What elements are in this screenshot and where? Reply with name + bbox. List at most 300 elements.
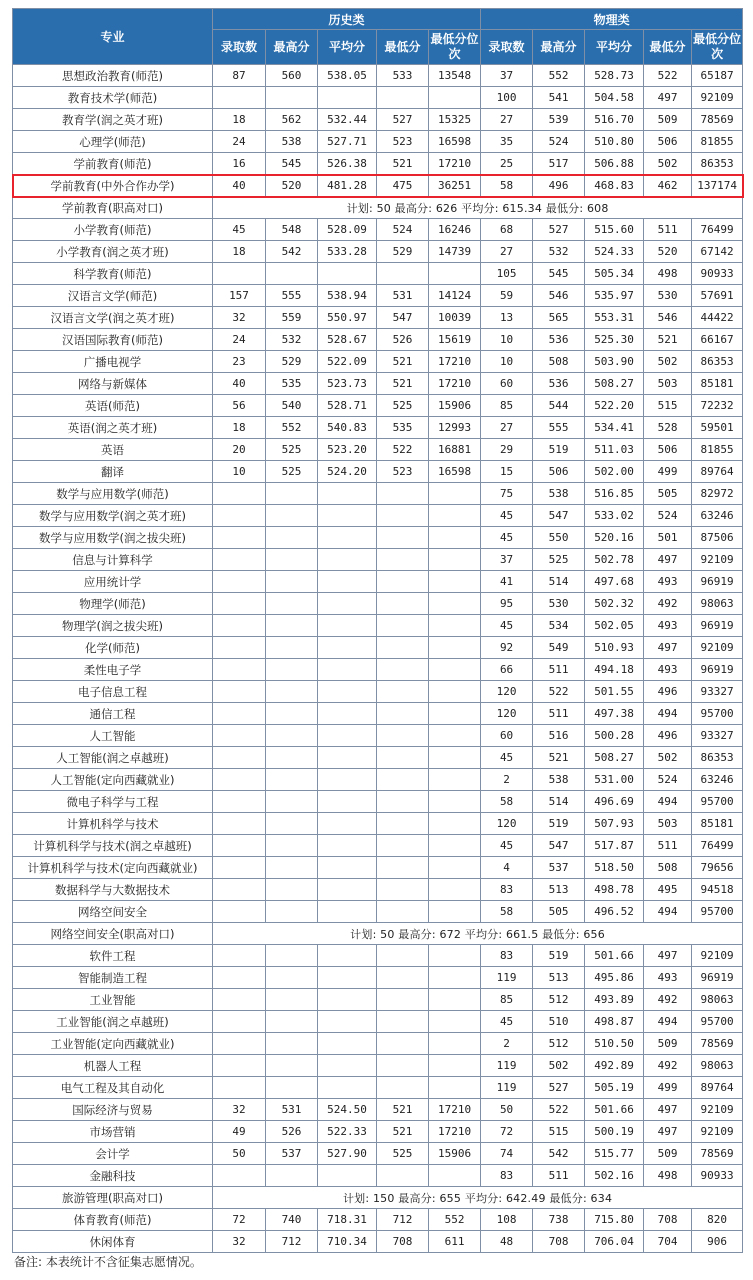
physics-avg-cell: 503.90 <box>585 351 644 373</box>
history-max-cell: 560 <box>266 65 318 87</box>
physics-min-rank-cell: 95700 <box>692 1011 743 1033</box>
physics-min-rank-cell: 57691 <box>692 285 743 307</box>
physics-min-cell: 524 <box>644 505 692 527</box>
physics-min-rank-cell: 65187 <box>692 65 743 87</box>
history-min-cell: 526 <box>377 329 429 351</box>
history-count-cell: 23 <box>213 351 266 373</box>
history-count-cell <box>213 1077 266 1099</box>
history-avg-cell <box>318 703 377 725</box>
history-count-cell <box>213 703 266 725</box>
history-min-cell <box>377 813 429 835</box>
physics-max-cell: 708 <box>533 1231 585 1253</box>
history-min-cell <box>377 747 429 769</box>
physics-max-cell: 541 <box>533 87 585 109</box>
physics-count-cell: 13 <box>481 307 533 329</box>
major-name-cell: 休闲体育 <box>13 1231 213 1253</box>
history-avg-cell <box>318 571 377 593</box>
history-max-cell <box>266 1011 318 1033</box>
history-max-cell <box>266 681 318 703</box>
table-row <box>13 1121 743 1143</box>
physics-count-cell: 27 <box>481 241 533 263</box>
table-row <box>13 549 743 571</box>
major-name-cell: 金融科技 <box>13 1165 213 1187</box>
physics-avg-cell: 516.70 <box>585 109 644 131</box>
physics-max-cell: 532 <box>533 241 585 263</box>
physics-max-cell: 516 <box>533 725 585 747</box>
table-row <box>13 219 743 241</box>
history-count-cell <box>213 505 266 527</box>
history-max-cell <box>266 725 318 747</box>
history-min-rank-cell: 14739 <box>429 241 481 263</box>
physics-count-cell: 100 <box>481 87 533 109</box>
admission-score-table <box>12 8 743 1253</box>
physics-max-cell: 511 <box>533 1165 585 1187</box>
physics-count-cell: 15 <box>481 461 533 483</box>
history-max-cell <box>266 835 318 857</box>
history-min-cell: 523 <box>377 131 429 153</box>
history-avg-cell: 523.20 <box>318 439 377 461</box>
major-name-cell: 人工智能 <box>13 725 213 747</box>
physics-max-cell: 542 <box>533 1143 585 1165</box>
history-avg-cell: 527.71 <box>318 131 377 153</box>
major-name-cell: 化学(师范) <box>13 637 213 659</box>
physics-avg-cell: 502.78 <box>585 549 644 571</box>
major-name-cell: 教育技术学(师范) <box>13 87 213 109</box>
physics-count-cell: 58 <box>481 175 533 197</box>
physics-min-rank-cell: 81855 <box>692 439 743 461</box>
physics-min-rank-cell: 137174 <box>692 175 743 197</box>
history-min-rank-cell <box>429 527 481 549</box>
table-row-summary <box>13 923 743 945</box>
table-row <box>13 769 743 791</box>
major-name-cell: 汉语国际教育(师范) <box>13 329 213 351</box>
physics-max-cell: 545 <box>533 263 585 285</box>
major-name-cell: 电子信息工程 <box>13 681 213 703</box>
table-row <box>13 373 743 395</box>
history-min-cell <box>377 87 429 109</box>
physics-avg-cell: 502.16 <box>585 1165 644 1187</box>
history-count-cell: 24 <box>213 329 266 351</box>
physics-min-cell: 493 <box>644 659 692 681</box>
history-min-cell: 523 <box>377 461 429 483</box>
history-count-cell: 157 <box>213 285 266 307</box>
physics-min-rank-cell: 86353 <box>692 747 743 769</box>
physics-avg-cell: 525.30 <box>585 329 644 351</box>
physics-count-cell: 120 <box>481 813 533 835</box>
major-name-cell: 数学与应用数学(润之拔尖班) <box>13 527 213 549</box>
history-count-cell <box>213 1055 266 1077</box>
physics-avg-cell: 496.69 <box>585 791 644 813</box>
history-max-cell <box>266 901 318 923</box>
major-name-cell: 智能制造工程 <box>13 967 213 989</box>
physics-count-cell: 108 <box>481 1209 533 1231</box>
physics-min-cell: 497 <box>644 1121 692 1143</box>
physics-max-cell: 524 <box>533 131 585 153</box>
table-row <box>13 241 743 263</box>
history-min-cell: 547 <box>377 307 429 329</box>
history-min-cell <box>377 527 429 549</box>
history-min-rank-cell <box>429 1033 481 1055</box>
physics-max-cell: 527 <box>533 219 585 241</box>
history-min-rank-cell: 16246 <box>429 219 481 241</box>
table-row <box>13 483 743 505</box>
history-avg-cell: 524.50 <box>318 1099 377 1121</box>
history-min-cell: 531 <box>377 285 429 307</box>
physics-min-cell: 511 <box>644 219 692 241</box>
major-name-cell: 工业智能(定向西藏就业) <box>13 1033 213 1055</box>
history-min-cell: 521 <box>377 1121 429 1143</box>
history-count-cell <box>213 549 266 571</box>
physics-max-cell: 513 <box>533 967 585 989</box>
table-row-highlighted <box>13 175 743 197</box>
history-avg-cell <box>318 769 377 791</box>
physics-min-rank-cell: 92109 <box>692 1121 743 1143</box>
history-min-rank-cell: 611 <box>429 1231 481 1253</box>
physics-count-cell: 27 <box>481 417 533 439</box>
physics-min-rank-cell: 96919 <box>692 967 743 989</box>
physics-avg-header: 平均分 <box>585 30 644 65</box>
history-min-rank-cell: 17210 <box>429 1121 481 1143</box>
history-min-cell <box>377 1165 429 1187</box>
plan-summary-cell: 计划: 50 最高分: 626 平均分: 615.34 最低分: 608 <box>213 197 743 219</box>
history-avg-cell <box>318 725 377 747</box>
major-name-cell: 计算机科学与技术(定向西藏就业) <box>13 857 213 879</box>
physics-count-cell: 35 <box>481 131 533 153</box>
physics-avg-cell: 515.77 <box>585 1143 644 1165</box>
history-count-cell <box>213 1011 266 1033</box>
footnote: 备注: 本表统计不含征集志愿情况。 <box>14 1255 202 1269</box>
physics-min-cell: 502 <box>644 747 692 769</box>
physics-min-cell: 511 <box>644 835 692 857</box>
history-avg-cell <box>318 857 377 879</box>
table-row <box>13 1033 743 1055</box>
physics-count-cell: 68 <box>481 219 533 241</box>
history-avg-cell <box>318 791 377 813</box>
physics-count-cell: 45 <box>481 615 533 637</box>
physics-avg-cell: 515.60 <box>585 219 644 241</box>
history-avg-header: 平均分 <box>318 30 377 65</box>
physics-min-cell: 708 <box>644 1209 692 1231</box>
physics-max-cell: 555 <box>533 417 585 439</box>
history-count-cell <box>213 901 266 923</box>
physics-min-rank-cell: 96919 <box>692 615 743 637</box>
major-name-cell: 心理学(师范) <box>13 131 213 153</box>
history-min-cell <box>377 857 429 879</box>
history-min-cell <box>377 725 429 747</box>
physics-count-cell: 29 <box>481 439 533 461</box>
physics-max-cell: 506 <box>533 461 585 483</box>
history-count-cell <box>213 571 266 593</box>
history-count-cell <box>213 527 266 549</box>
history-min-rank-cell <box>429 1077 481 1099</box>
history-avg-cell <box>318 1055 377 1077</box>
history-count-cell <box>213 989 266 1011</box>
physics-max-cell: 547 <box>533 505 585 527</box>
physics-avg-cell: 517.87 <box>585 835 644 857</box>
physics-max-cell: 512 <box>533 1033 585 1055</box>
history-max-cell <box>266 879 318 901</box>
history-count-cell: 87 <box>213 65 266 87</box>
physics-count-cell: 45 <box>481 1011 533 1033</box>
history-count-cell <box>213 791 266 813</box>
history-avg-cell: 710.34 <box>318 1231 377 1253</box>
physics-max-cell: 534 <box>533 615 585 637</box>
major-name-cell: 国际经济与贸易 <box>13 1099 213 1121</box>
history-min-cell <box>377 769 429 791</box>
physics-min-cell: 546 <box>644 307 692 329</box>
history-avg-cell: 481.28 <box>318 175 377 197</box>
physics-count-cell: 25 <box>481 153 533 175</box>
history-max-cell <box>266 659 318 681</box>
table-row <box>13 417 743 439</box>
history-min-cell <box>377 263 429 285</box>
history-min-rank-cell: 13548 <box>429 65 481 87</box>
history-min-rank-cell: 14124 <box>429 285 481 307</box>
physics-count-cell: 83 <box>481 945 533 967</box>
physics-max-cell: 519 <box>533 945 585 967</box>
physics-min-rank-cell: 98063 <box>692 989 743 1011</box>
physics-count-cell: 120 <box>481 703 533 725</box>
history-min-rank-cell <box>429 835 481 857</box>
history-count-cell <box>213 1165 266 1187</box>
history-min-cell <box>377 505 429 527</box>
physics-avg-cell: 520.16 <box>585 527 644 549</box>
history-count-cell <box>213 945 266 967</box>
major-name-cell: 体育教育(师范) <box>13 1209 213 1231</box>
physics-max-cell: 738 <box>533 1209 585 1231</box>
plan-summary-cell: 计划: 150 最高分: 655 平均分: 642.49 最低分: 634 <box>213 1187 743 1209</box>
history-min-cell: 529 <box>377 241 429 263</box>
history-max-cell: 538 <box>266 131 318 153</box>
physics-min-cell: 493 <box>644 571 692 593</box>
physics-min-rank-cell: 82972 <box>692 483 743 505</box>
table-row-summary <box>13 1187 743 1209</box>
history-min-rank-cell: 12993 <box>429 417 481 439</box>
history-min-cell <box>377 659 429 681</box>
major-name-cell: 英语(润之英才班) <box>13 417 213 439</box>
table-row <box>13 1165 743 1187</box>
table-row <box>13 527 743 549</box>
history-max-cell <box>266 967 318 989</box>
table-row <box>13 109 743 131</box>
physics-min-cell: 497 <box>644 549 692 571</box>
physics-min-cell: 496 <box>644 681 692 703</box>
history-avg-cell <box>318 901 377 923</box>
history-avg-cell: 526.38 <box>318 153 377 175</box>
physics-count-cell: 41 <box>481 571 533 593</box>
history-max-cell <box>266 1033 318 1055</box>
physics-min-rank-cell: 92109 <box>692 945 743 967</box>
history-min-cell: 712 <box>377 1209 429 1231</box>
physics-min-rank-cell: 81855 <box>692 131 743 153</box>
physics-min-rank-cell: 85181 <box>692 813 743 835</box>
history-max-cell: 526 <box>266 1121 318 1143</box>
physics-avg-cell: 501.66 <box>585 945 644 967</box>
physics-avg-cell: 522.20 <box>585 395 644 417</box>
physics-min-rank-cell: 76499 <box>692 835 743 857</box>
physics-min-rank-cell: 67142 <box>692 241 743 263</box>
physics-avg-cell: 501.55 <box>585 681 644 703</box>
physics-min-rank-cell: 59501 <box>692 417 743 439</box>
physics-min-rank-cell: 66167 <box>692 329 743 351</box>
physics-min-rank-cell: 94518 <box>692 879 743 901</box>
history-min-rank-cell: 10039 <box>429 307 481 329</box>
history-max-cell: 531 <box>266 1099 318 1121</box>
history-count-cell: 49 <box>213 1121 266 1143</box>
physics-count-cell: 58 <box>481 901 533 923</box>
major-name-cell: 机器人工程 <box>13 1055 213 1077</box>
physics-min-cell: 497 <box>644 945 692 967</box>
physics-count-cell: 120 <box>481 681 533 703</box>
physics-avg-cell: 534.41 <box>585 417 644 439</box>
history-min-header: 最低分 <box>377 30 429 65</box>
history-count-cell: 72 <box>213 1209 266 1231</box>
history-min-rank-cell <box>429 703 481 725</box>
history-count-cell <box>213 725 266 747</box>
major-name-cell: 小学教育(润之英才班) <box>13 241 213 263</box>
history-count-cell <box>213 483 266 505</box>
history-min-rank-cell <box>429 945 481 967</box>
physics-max-cell: 530 <box>533 593 585 615</box>
table-row <box>13 571 743 593</box>
physics-avg-cell: 501.66 <box>585 1099 644 1121</box>
history-min-cell: 522 <box>377 439 429 461</box>
table-row <box>13 593 743 615</box>
physics-count-cell: 45 <box>481 505 533 527</box>
physics-max-cell: 511 <box>533 659 585 681</box>
history-min-rank-cell <box>429 813 481 835</box>
physics-count-cell: 48 <box>481 1231 533 1253</box>
history-avg-cell: 538.94 <box>318 285 377 307</box>
major-name-cell: 软件工程 <box>13 945 213 967</box>
physics-count-cell: 37 <box>481 549 533 571</box>
table-row <box>13 1231 743 1253</box>
history-min-cell <box>377 835 429 857</box>
physics-min-cell: 506 <box>644 439 692 461</box>
history-avg-cell <box>318 747 377 769</box>
history-min-rank-cell <box>429 967 481 989</box>
major-name-cell: 工业智能 <box>13 989 213 1011</box>
physics-min-rank-cell: 96919 <box>692 659 743 681</box>
physics-min-header: 最低分 <box>644 30 692 65</box>
table-row <box>13 989 743 1011</box>
physics-max-cell: 511 <box>533 703 585 725</box>
physics-max-cell: 550 <box>533 527 585 549</box>
major-name-cell: 信息与计算科学 <box>13 549 213 571</box>
history-min-rank-cell <box>429 747 481 769</box>
table-row <box>13 505 743 527</box>
history-max-cell <box>266 989 318 1011</box>
physics-count-cell: 119 <box>481 1055 533 1077</box>
history-min-cell <box>377 681 429 703</box>
physics-min-rank-cell: 85181 <box>692 373 743 395</box>
physics-min-rank-cell: 906 <box>692 1231 743 1253</box>
physics-avg-cell: 706.04 <box>585 1231 644 1253</box>
history-avg-cell <box>318 989 377 1011</box>
history-count-cell: 32 <box>213 1099 266 1121</box>
physics-min-rank-cell: 79656 <box>692 857 743 879</box>
physics-count-cell: 2 <box>481 769 533 791</box>
history-count-cell <box>213 1033 266 1055</box>
history-max-cell <box>266 549 318 571</box>
physics-max-cell: 549 <box>533 637 585 659</box>
physics-max-cell: 527 <box>533 1077 585 1099</box>
physics-min-rank-cell: 72232 <box>692 395 743 417</box>
history-avg-cell: 540.83 <box>318 417 377 439</box>
admission-score-table-container <box>12 8 742 1253</box>
history-min-rank-cell <box>429 659 481 681</box>
physics-min-rank-cell: 92109 <box>692 1099 743 1121</box>
major-name-cell: 小学教育(师范) <box>13 219 213 241</box>
major-name-cell: 工业智能(润之卓越班) <box>13 1011 213 1033</box>
physics-avg-cell: 510.50 <box>585 1033 644 1055</box>
table-row <box>13 1209 743 1231</box>
history-avg-cell <box>318 1011 377 1033</box>
physics-count-cell: 10 <box>481 329 533 351</box>
history-count-cell <box>213 769 266 791</box>
major-name-cell: 思想政治教育(师范) <box>13 65 213 87</box>
major-name-cell: 网络空间安全 <box>13 901 213 923</box>
history-count-cell <box>213 659 266 681</box>
history-min-cell <box>377 1033 429 1055</box>
physics-min-cell: 497 <box>644 637 692 659</box>
history-max-cell <box>266 1055 318 1077</box>
table-row <box>13 1011 743 1033</box>
physics-min-cell: 503 <box>644 373 692 395</box>
physics-min-rank-cell: 76499 <box>692 219 743 241</box>
history-max-cell <box>266 813 318 835</box>
physics-min-rank-cell: 78569 <box>692 1033 743 1055</box>
physics-count-cell: 83 <box>481 879 533 901</box>
history-min-rank-cell <box>429 989 481 1011</box>
physics-min-cell: 522 <box>644 65 692 87</box>
table-row <box>13 813 743 835</box>
physics-count-cell: 92 <box>481 637 533 659</box>
table-row <box>13 439 743 461</box>
history-avg-cell <box>318 637 377 659</box>
history-avg-cell <box>318 87 377 109</box>
physics-avg-cell: 498.87 <box>585 1011 644 1033</box>
physics-avg-cell: 508.27 <box>585 747 644 769</box>
physics-avg-cell: 511.03 <box>585 439 644 461</box>
history-min-cell <box>377 967 429 989</box>
history-avg-cell: 718.31 <box>318 1209 377 1231</box>
history-min-rank-cell <box>429 571 481 593</box>
physics-count-cell: 74 <box>481 1143 533 1165</box>
table-row <box>13 131 743 153</box>
physics-avg-cell: 492.89 <box>585 1055 644 1077</box>
physics-min-cell: 508 <box>644 857 692 879</box>
physics-min-rank-cell: 90933 <box>692 263 743 285</box>
physics-min-cell: 530 <box>644 285 692 307</box>
table-row <box>13 945 743 967</box>
table-row <box>13 351 743 373</box>
physics-min-cell: 503 <box>644 813 692 835</box>
table-row <box>13 153 743 175</box>
major-name-cell: 应用统计学 <box>13 571 213 593</box>
history-avg-cell: 522.33 <box>318 1121 377 1143</box>
physics-min-cell: 494 <box>644 1011 692 1033</box>
table-row <box>13 857 743 879</box>
history-count-cell: 40 <box>213 175 266 197</box>
physics-avg-cell: 496.52 <box>585 901 644 923</box>
history-count-cell <box>213 263 266 285</box>
history-min-cell <box>377 879 429 901</box>
physics-min-rank-header: 最低分位次 <box>692 30 743 65</box>
physics-avg-cell: 510.93 <box>585 637 644 659</box>
history-avg-cell: 533.28 <box>318 241 377 263</box>
physics-min-rank-cell: 95700 <box>692 791 743 813</box>
